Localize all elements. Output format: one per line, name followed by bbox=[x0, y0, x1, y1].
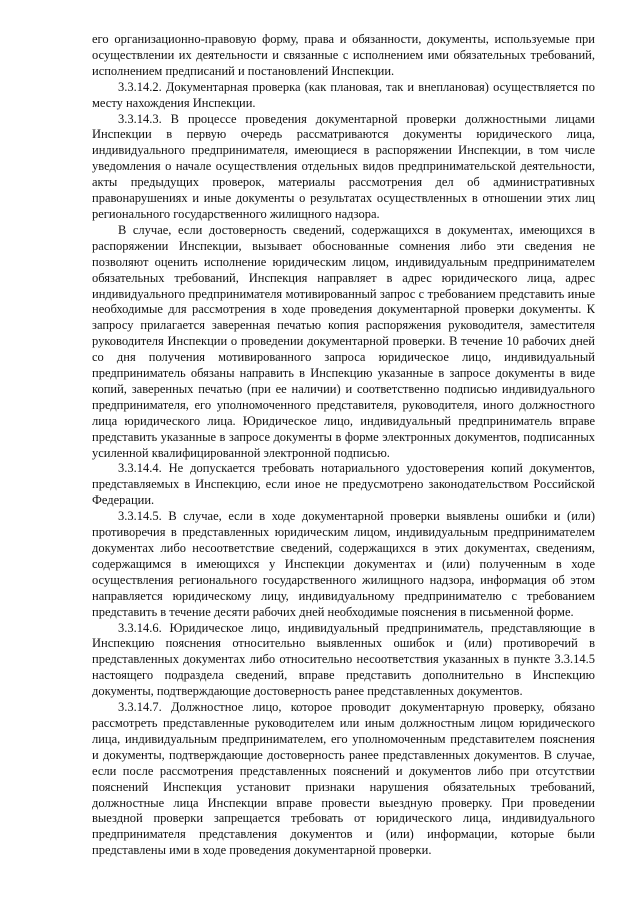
paragraph-3-3-14-2: 3.3.14.2. Документарная проверка (как плановая, так и внеплановая) осуществляется по месту нахождения Инспекции. bbox=[92, 79, 595, 110]
paragraph-3-3-14-6: 3.3.14.6. Юридическое лицо, индивидуальный предприниматель, представляющие в Инспекцию пояснения относительно выявленных ошибок и (или) противоречий в представленных документах либо относительно несоответствия указанных в пункте 3.3.14.5 настоящего подраздела сведений, вправе представить дополнительно в Инспекцию документы, подтверждающие достоверность ранее представленных документов. bbox=[92, 620, 595, 699]
paragraph-3-3-14-3: 3.3.14.3. В процессе проведения документарной проверки должностными лицами Инспекции в первую очередь рассматриваются документы юридического лица, индивидуального предпринимателя, имеющиеся в распоряжении Инспекции, в том числе уведомления о начале осуществления отдельных видов предпринимательской деятельности, акты предыдущих проверок, материалы рассмотрения дел об административных правонарушениях и иные документы о результатах осуществленных в отношении этих лиц регионального государственного жилищного надзора. bbox=[92, 111, 595, 221]
document-body bbox=[92, 32, 595, 859]
paragraph-continuation: его организационно-правовую форму, права и обязанности, документы, используемые при осуществлении их деятельности и связанные с исполнением ими обязательных требований, исполнением предписаний и постановлений Инспекции. bbox=[92, 32, 595, 78]
paragraph-request-documents: В случае, если достоверность сведений, содержащихся в документах, имеющихся в распоряжении Инспекции, вызывает обоснованные сомнения либо эти сведения не позволяют оценить исполнение юридическим лицом, индивидуальным предпринимателем обязательных требований, Инспекция направляет в адрес юридического лица, адрес индивидуального предпринимателя мотивированный запрос с требованием представить иные необходимые для рассмотрения в ходе проведения документарной проверки документы. К запросу прилагается заверенная печатью копия распоряжения руководителя, заместителя руководителя Инспекции о проведении документарной проверки. В течение 10 рабочих дней со дня получения мотивированного запроса юридическое лицо, индивидуальный предприниматель обязаны направить в Инспекцию указанные в запросе документы в виде копий, заверенных печатью (при ее наличии) и соответственно подписью индивидуального предпринимателя, его уполномоченного представителя, руководителя, иного должностного лица юридического лица. Юридическое лицо, индивидуальный предприниматель вправе представить указанные в запросе документы в форме электронных документов, подписанных усиленной квалифицированной электронной подписью. bbox=[92, 222, 595, 460]
paragraph-3-3-14-4: 3.3.14.4. Не допускается требовать нотариального удостоверения копий документов, представляемых в Инспекцию, если иное не предусмотрено законодательством Российской Федерации. bbox=[92, 461, 595, 508]
paragraph-3-3-14-7: 3.3.14.7. Должностное лицо, которое проводит документарную проверку, обязано рассмотреть представленные руководителем или иным должностным лицом юридического лица, индивидуальным предпринимателем, его уполномоченным представителем пояснения и документы, подтверждающие достоверность ранее представленных документов. В случае, если после рассмотрения представленных пояснений и документов либо при отсутствии пояснений Инспекция установит признаки нарушения обязательных требований, должностные лица Инспекции вправе провести выездную проверку. При проведении выездной проверки запрещается требовать от юридического лица, индивидуального предпринимателя представления документов и (или) информации, которые были представлены ими в ходе проведения документарной проверки. bbox=[92, 700, 595, 858]
paragraph-3-3-14-5: 3.3.14.5. В случае, если в ходе документарной проверки выявлены ошибки и (или) противоречия в представленных юридическим лицом, индивидуальным предпринимателем документах либо несоответствие сведений, содержащихся в этих документах, сведениям, содержащимся в имеющихся у Инспекции документах и (или) полученным в ходе осуществления регионального государственного жилищного надзора, информация об этом направляется юридическому лицу, индивидуальному предпринимателю с требованием представить в течение десяти рабочих дней необходимые пояснения в письменной форме. bbox=[92, 509, 595, 619]
